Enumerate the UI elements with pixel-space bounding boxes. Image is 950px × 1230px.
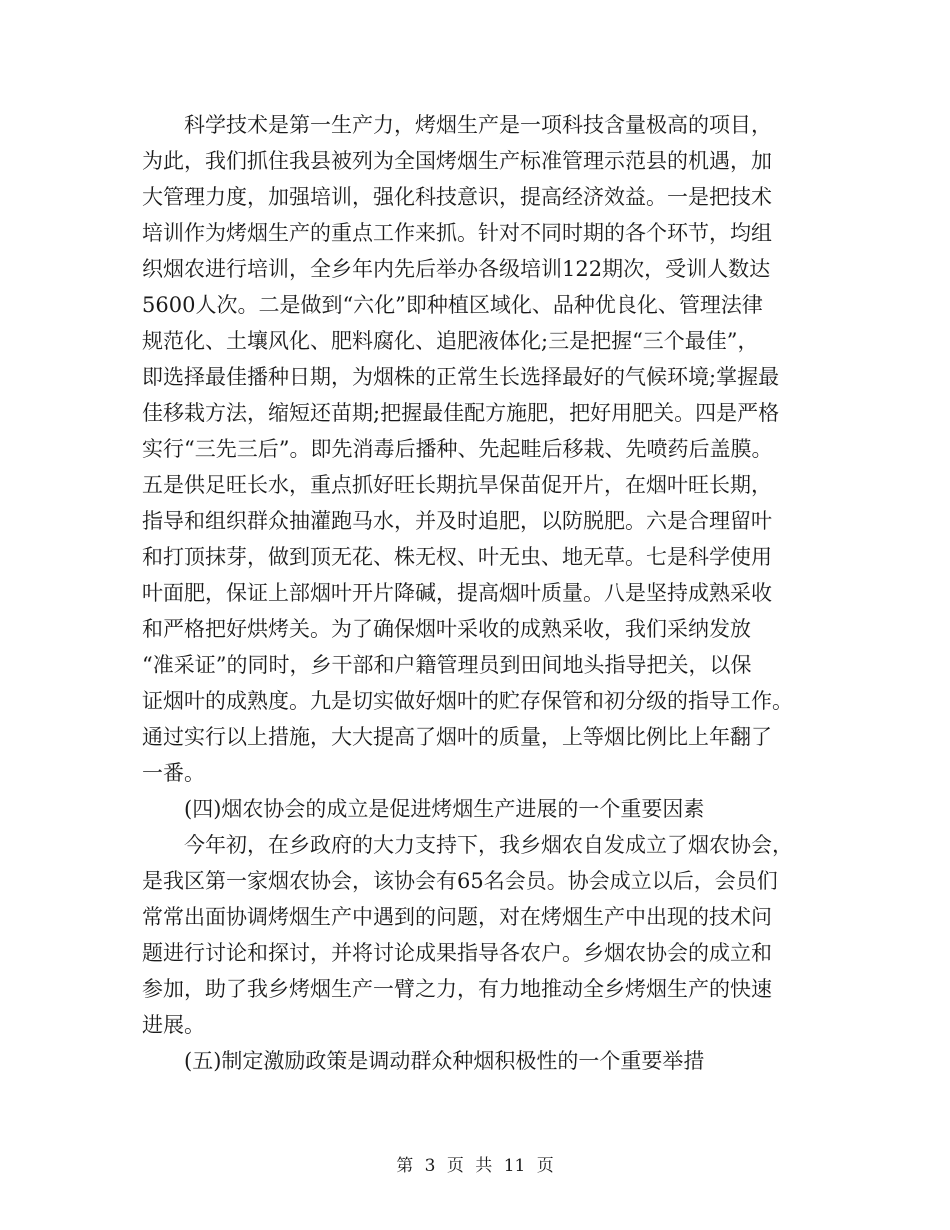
text-line: 证烟叶的成熟度。九是切实做好烟叶的贮存保管和初分级的指导工作。	[142, 689, 793, 713]
text-line: 一番。	[142, 761, 205, 785]
text-line: 五是供足旺长水，重点抓好旺长期抗旱保苗促开片，在烟叶旺长期，	[142, 473, 772, 497]
text-line: 科学技术是第一生产力，烤烟生产是一项科技含量极高的项目，	[184, 113, 772, 137]
text-line: 常常出面协调烤烟生产中遇到的问题，对在烤烟生产中出现的技术问	[142, 905, 772, 929]
text-line: 今年初，在乡政府的大力支持下，我乡烟农自发成立了烟农协会，	[184, 833, 793, 857]
text-line: 5600人次。二是做到“六化”即种植区域化、品种优良化、管理法律	[142, 293, 763, 317]
text-line: 和打顶抹芽，做到顶无花、株无杈、叶无虫、地无草。七是科学使用	[142, 545, 772, 569]
text-line: “准采证”的同时，乡干部和户籍管理员到田间地头指导把关，以保	[142, 653, 752, 677]
page-footer: 第 3 页 共 11 页	[396, 1156, 554, 1176]
text-line: 指导和组织群众抽灌跑马水，并及时追肥，以防脱肥。六是合理留叶	[142, 509, 772, 533]
text-line: 通过实行以上措施，大大提高了烟叶的质量，上等烟比例比上年翻了	[142, 725, 772, 749]
text-line: 为此，我们抓住我县被列为全国烤烟生产标准管理示范县的机遇，加	[142, 149, 772, 173]
text-line: 进展。	[142, 1013, 205, 1037]
text-line: (五)制定激励政策是调动群众种烟积极性的一个重要举措	[184, 1049, 705, 1073]
text-line: 大管理力度，加强培训，强化科技意识，提高经济效益。一是把技术	[142, 185, 772, 209]
text-line: (四)烟农协会的成立是促进烤烟生产进展的一个重要因素	[184, 797, 705, 821]
text-line: 实行“三先三后”。即先消毒后播种、先起畦后移栽、先喷药后盖膜。	[142, 437, 773, 461]
text-line: 参加，助了我乡烤烟生产一臂之力，有力地推动全乡烤烟生产的快速	[142, 977, 772, 1001]
text-line: 叶面肥，保证上部烟叶开片降碱，提高烟叶质量。八是坚持成熟采收	[142, 581, 772, 605]
text-line: 培训作为烤烟生产的重点工作来抓。针对不同时期的各个环节，均组	[142, 221, 772, 245]
text-line: 规范化、土壤风化、肥料腐化、追肥液体化;三是把握“三个最佳”，	[142, 329, 759, 353]
text-line: 织烟农进行培训，全乡年内先后举办各级培训122期次，受训人数达	[142, 257, 771, 281]
text-line: 即选择最佳播种日期，为烟株的正常生长选择最好的气候环境;掌握最	[142, 365, 780, 389]
text-line: 题进行讨论和探讨，并将讨论成果指导各农户。乡烟农协会的成立和	[142, 941, 772, 965]
text-line: 和严格把好烘烤关。为了确保烟叶采收的成熟采收，我们采纳发放	[142, 617, 751, 641]
text-line: 是我区第一家烟农协会，该协会有65名会员。协会成立以后，会员们	[142, 869, 778, 893]
document-body	[142, 107, 802, 1079]
text-line: 佳移栽方法，缩短还苗期;把握最佳配方施肥，把好用肥关。四是严格	[142, 401, 780, 425]
